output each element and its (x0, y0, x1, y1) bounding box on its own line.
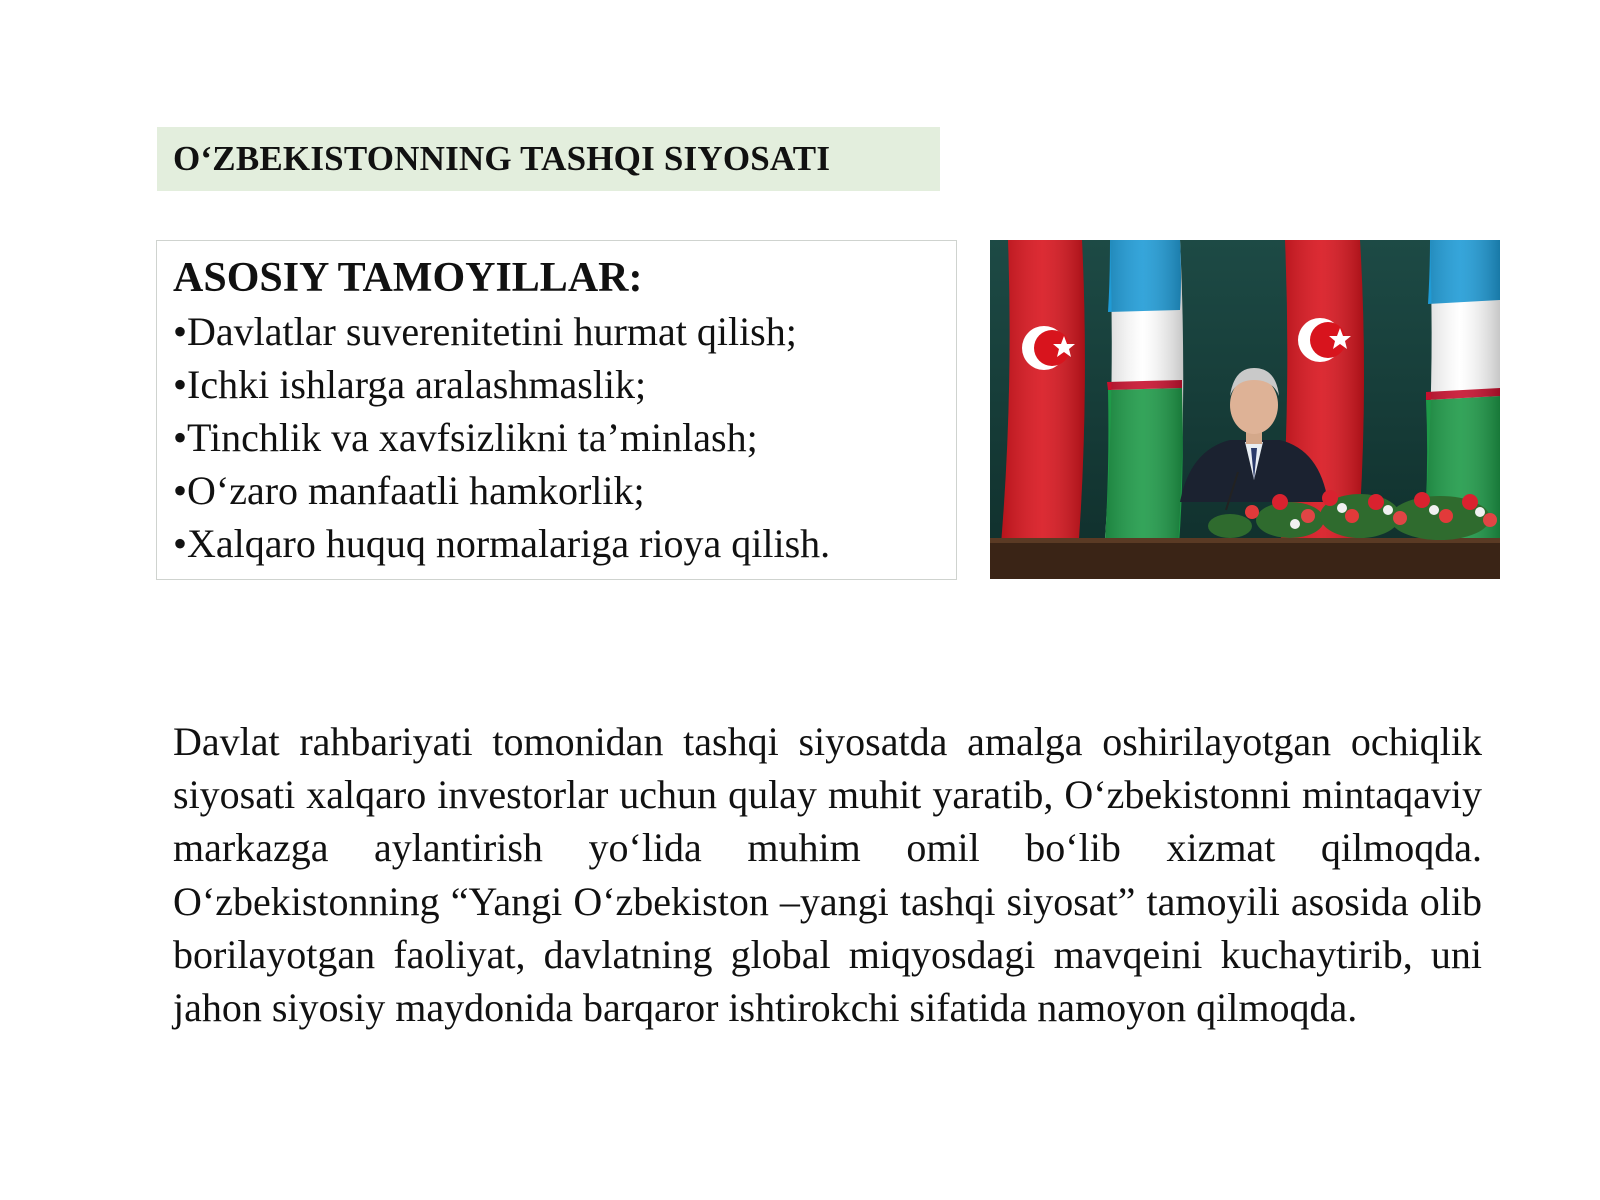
principle-text: Tinchlik va xavfsizlikni ta’minlash; (187, 415, 758, 460)
slide-title: O‘ZBEKISTONNING TASHQI SIYOSATI (173, 139, 831, 178)
principle-item (173, 358, 956, 411)
principle-item (173, 305, 956, 358)
bullet-icon: • (173, 362, 188, 407)
principle-item (173, 411, 956, 464)
principle-text: Ichki ishlarga aralashmaslik; (187, 362, 647, 407)
principles-box (156, 240, 957, 580)
principle-item (173, 517, 956, 570)
press-conference-photo (990, 240, 1500, 579)
principle-text: O‘zaro manfaatli hamkorlik; (187, 468, 645, 513)
bullet-icon: • (173, 468, 188, 513)
principle-item (173, 464, 956, 517)
body-paragraph: Davlat rahbariyati tomonidan tashqi siyosatda amalga oshirilayotgan ochiqlik siyosati xalqaro investorlar uchun qulay muhit yaratib, O‘zbekistonni mintaqaviy markazga aylantirish yo‘lida muhim omil bo‘lib xizmat qilmoqda. O‘zbekistonning “Yangi O‘zbekiston –yangi tashqi siyosat” tamoyili asosida olib borilayotgan faoliyat, davlatning global miqyosdagi mavqeini kuchaytirib, uni jahon siyosiy maydonida barqaror ishtirokchi sifatida namoyon qilmoqda. (173, 719, 1482, 1031)
title-banner (157, 127, 940, 191)
bullet-icon: • (173, 521, 188, 566)
principles-heading: ASOSIY TAMOYILLAR: (173, 255, 643, 301)
bullet-icon: • (173, 415, 188, 460)
podium (990, 538, 1500, 579)
uzbekistan-flag-icon (1102, 240, 1183, 579)
principles-list (173, 305, 956, 570)
bullet-icon: • (173, 309, 188, 354)
turkey-flag-icon (998, 240, 1085, 579)
principle-text: Davlatlar suverenitetini hurmat qilish; (187, 309, 797, 354)
principle-text: Xalqaro huquq normalariga rioya qilish. (187, 521, 831, 566)
